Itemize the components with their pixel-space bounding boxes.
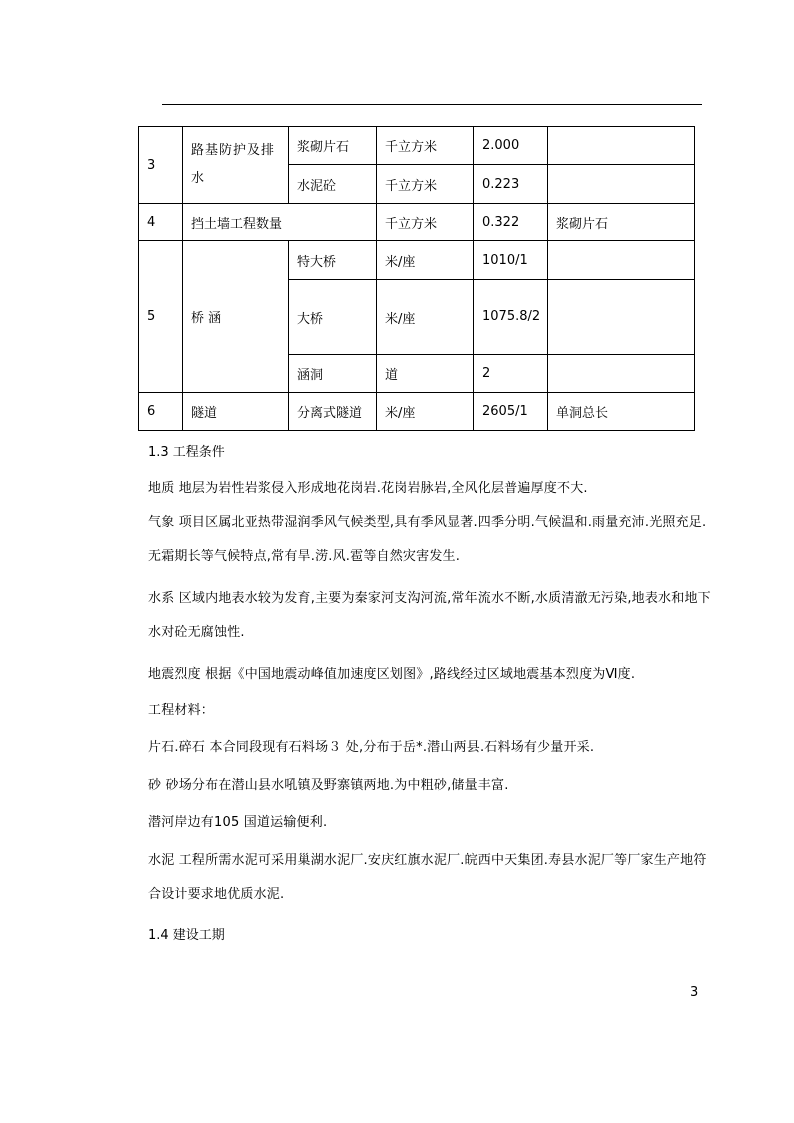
row-number: 4 — [139, 204, 183, 241]
item-name: 路基防护及排水 — [183, 127, 289, 204]
paragraph-seismic: 地震烈度 根据《中国地震动峰值加速度区划图》,路线经过区域地震基本烈度为Ⅵ度. — [148, 667, 636, 682]
table-row — [139, 204, 695, 241]
section-heading-1-4: 1.4 建设工期 — [148, 928, 225, 943]
header-rule — [162, 104, 702, 105]
quantity-table — [138, 126, 695, 431]
note — [548, 280, 695, 355]
quantity: 2 — [474, 355, 548, 393]
sub-item: 特大桥 — [289, 241, 377, 280]
table-row — [139, 241, 695, 280]
paragraph-cement: 水泥 工程所需水泥可采用巢湖水泥厂.安庆红旗水泥厂.皖西中天集团.寿县水泥厂等厂家生产地符合设计要求地优质水泥. — [148, 853, 707, 902]
sub-item: 分离式隧道 — [289, 393, 377, 431]
item-name: 挡土墙工程数量 — [183, 204, 377, 241]
sub-item: 大桥 — [289, 280, 377, 355]
paragraph-road: 潜河岸边有105 国道运输便利. — [148, 815, 328, 830]
table-row — [139, 393, 695, 431]
item-name: 隧道 — [183, 393, 289, 431]
table-row — [139, 127, 695, 165]
unit: 千立方米 — [377, 204, 474, 241]
note — [548, 355, 695, 393]
paragraph-stone: 片石.碎石 本合同段现有石料场３ 处,分布于岳*.潜山两县.石料场有少量开采. — [148, 740, 595, 755]
note — [548, 127, 695, 165]
paragraph-geology: 地质 地层为岩性岩浆侵入形成地花岗岩.花岗岩脉岩,全风化层普遍厚度不大. — [148, 481, 588, 496]
paragraph-climate: 气象 项目区属北亚热带湿润季风气候类型,具有季风显著.四季分明.气候温和.雨量充沛.光照充足.无霜期长等气候特点,常有旱.涝.风.雹等自然灾害发生. — [148, 515, 707, 564]
note: 单洞总长 — [548, 393, 695, 431]
note — [548, 165, 695, 204]
unit: 千立方米 — [377, 127, 474, 165]
item-name: 桥 涵 — [183, 241, 289, 393]
quantity: 0.322 — [474, 204, 548, 241]
paragraph-sand: 砂 砂场分布在潜山县水吼镇及野寨镇两地.为中粗砂,储量丰富. — [148, 778, 509, 793]
unit: 米/座 — [377, 393, 474, 431]
row-number: 5 — [139, 241, 183, 393]
unit: 道 — [377, 355, 474, 393]
unit: 米/座 — [377, 280, 474, 355]
quantity: 2605/1 — [474, 393, 548, 431]
row-number: 6 — [139, 393, 183, 431]
unit: 千立方米 — [377, 165, 474, 204]
section-heading-1-3: 1.3 工程条件 — [148, 445, 225, 460]
quantity: 1010/1 — [474, 241, 548, 280]
sub-item: 水泥砼 — [289, 165, 377, 204]
paragraph-water: 水系 区域内地表水较为发育,主要为秦家河支沟河流,常年流水不断,水质清澈无污染,地表水和地下水对砼无腐蚀性. — [148, 591, 711, 640]
quantity: 2.000 — [474, 127, 548, 165]
sub-item: 涵洞 — [289, 355, 377, 393]
quantity: 0.223 — [474, 165, 548, 204]
note: 浆砌片石 — [548, 204, 695, 241]
page-number: 3 — [690, 985, 699, 1000]
unit: 米/座 — [377, 241, 474, 280]
quantity: 1075.8/2 — [474, 280, 548, 355]
row-number: 3 — [139, 127, 183, 204]
materials-heading: 工程材料： — [148, 703, 215, 718]
sub-item: 浆砌片石 — [289, 127, 377, 165]
note — [548, 241, 695, 280]
